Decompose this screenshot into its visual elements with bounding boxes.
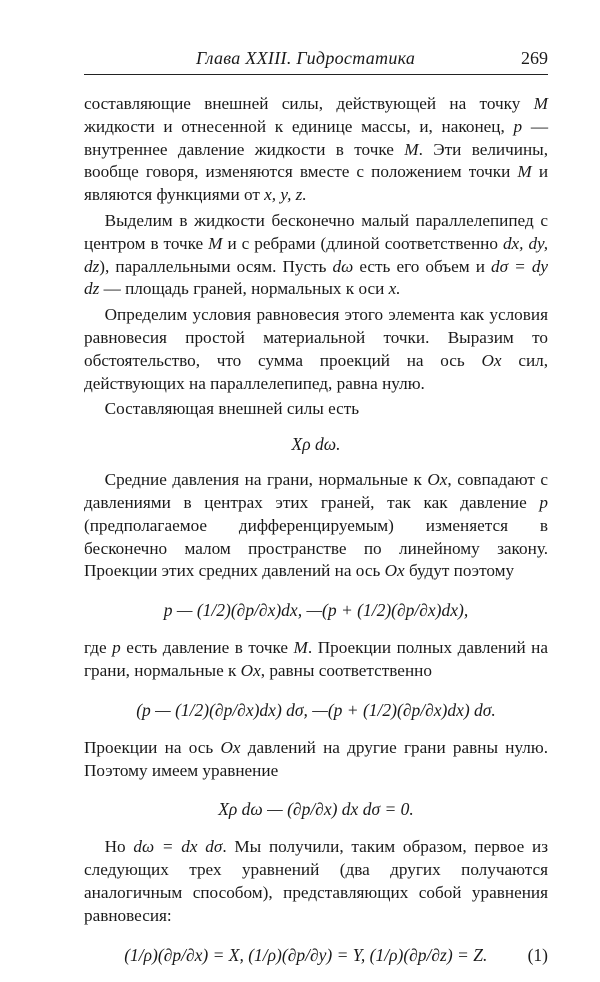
equilibrium-equations-text: (1/ρ)(∂p/∂x) = X, (1/ρ)(∂p/∂y) = Y, (1/ρ)(∂p/∂z) = Z. [124, 944, 488, 965]
formula-external-force: Xρ dω. [291, 434, 341, 455]
paragraph-3: Определим условия равновесия этого элемента как условия равновесия простой материальной точки. Выразим то обстоятельство, что сумма проекций на ось Ox сил, действующих на параллелепипед, равна нулю. [84, 305, 549, 393]
paragraph-6: где p есть давление в точке M. Проекции полных давлений на грани, нормальные к Ox, равны соответственно [84, 638, 548, 680]
chapter-title: Глава XXIII. Гидростатика [196, 48, 416, 68]
paragraph-1: составляющие внешней силы, действующей на точку M жидкости и отнесенной к единице массы, и, наконец, p — внутреннее давление жидкости в точке M. Эти величины, вообще говоря, изменяются вместе с положением точки M и являются функциями от x, y, z. [84, 94, 549, 205]
formula-equilibrium-equations [84, 940, 548, 970]
paragraph-2: Выделим в жидкости бесконечно малый параллелепипед с центром в точке M и с ребрами (длиной соответственно dx, dy, dz), параллельными осям. Пусть dω есть его объем и dσ = dy dz — площадь граней, нормальных к оси x. [84, 210, 549, 299]
page-number: 269 [521, 48, 548, 68]
running-header [84, 44, 548, 75]
paragraph-7: Проекции на ось Ox давлений на другие грани равны нулю. Поэтому имеем уравнение [84, 737, 549, 780]
equation-number: (1) [527, 944, 548, 965]
paragraph-4: Составляющая внешней силы есть [104, 399, 360, 419]
text-body [84, 93, 548, 982]
paragraph-8: Но dω = dx dσ. Мы получили, таким образом, первое из следующих трех уравнений (два других получаются аналогичным способом), представляющих собой уравнения равновесия: [84, 837, 548, 925]
paragraph-5: Средние давления на грани, нормальные к Ox, совпадают с давлениями в центрах этих граней, так как давление p (предполагаемое дифференцируемым) изменяется в бесконечно малом пространстве по линейному закону. Проекции этих средних давлений на ось Ox будут поэтому [84, 470, 549, 581]
formula-mean-pressures: p — (1/2)(∂p/∂x)dx, —(p + (1/2)(∂p/∂x)dx), [163, 600, 469, 621]
formula-balance: Xρ dω — (∂p/∂x) dx dσ = 0. [218, 799, 414, 820]
formula-full-pressures: (p — (1/2)(∂p/∂x)dx) dσ, —(p + (1/2)(∂p/∂x)dx) dσ. [136, 699, 496, 720]
